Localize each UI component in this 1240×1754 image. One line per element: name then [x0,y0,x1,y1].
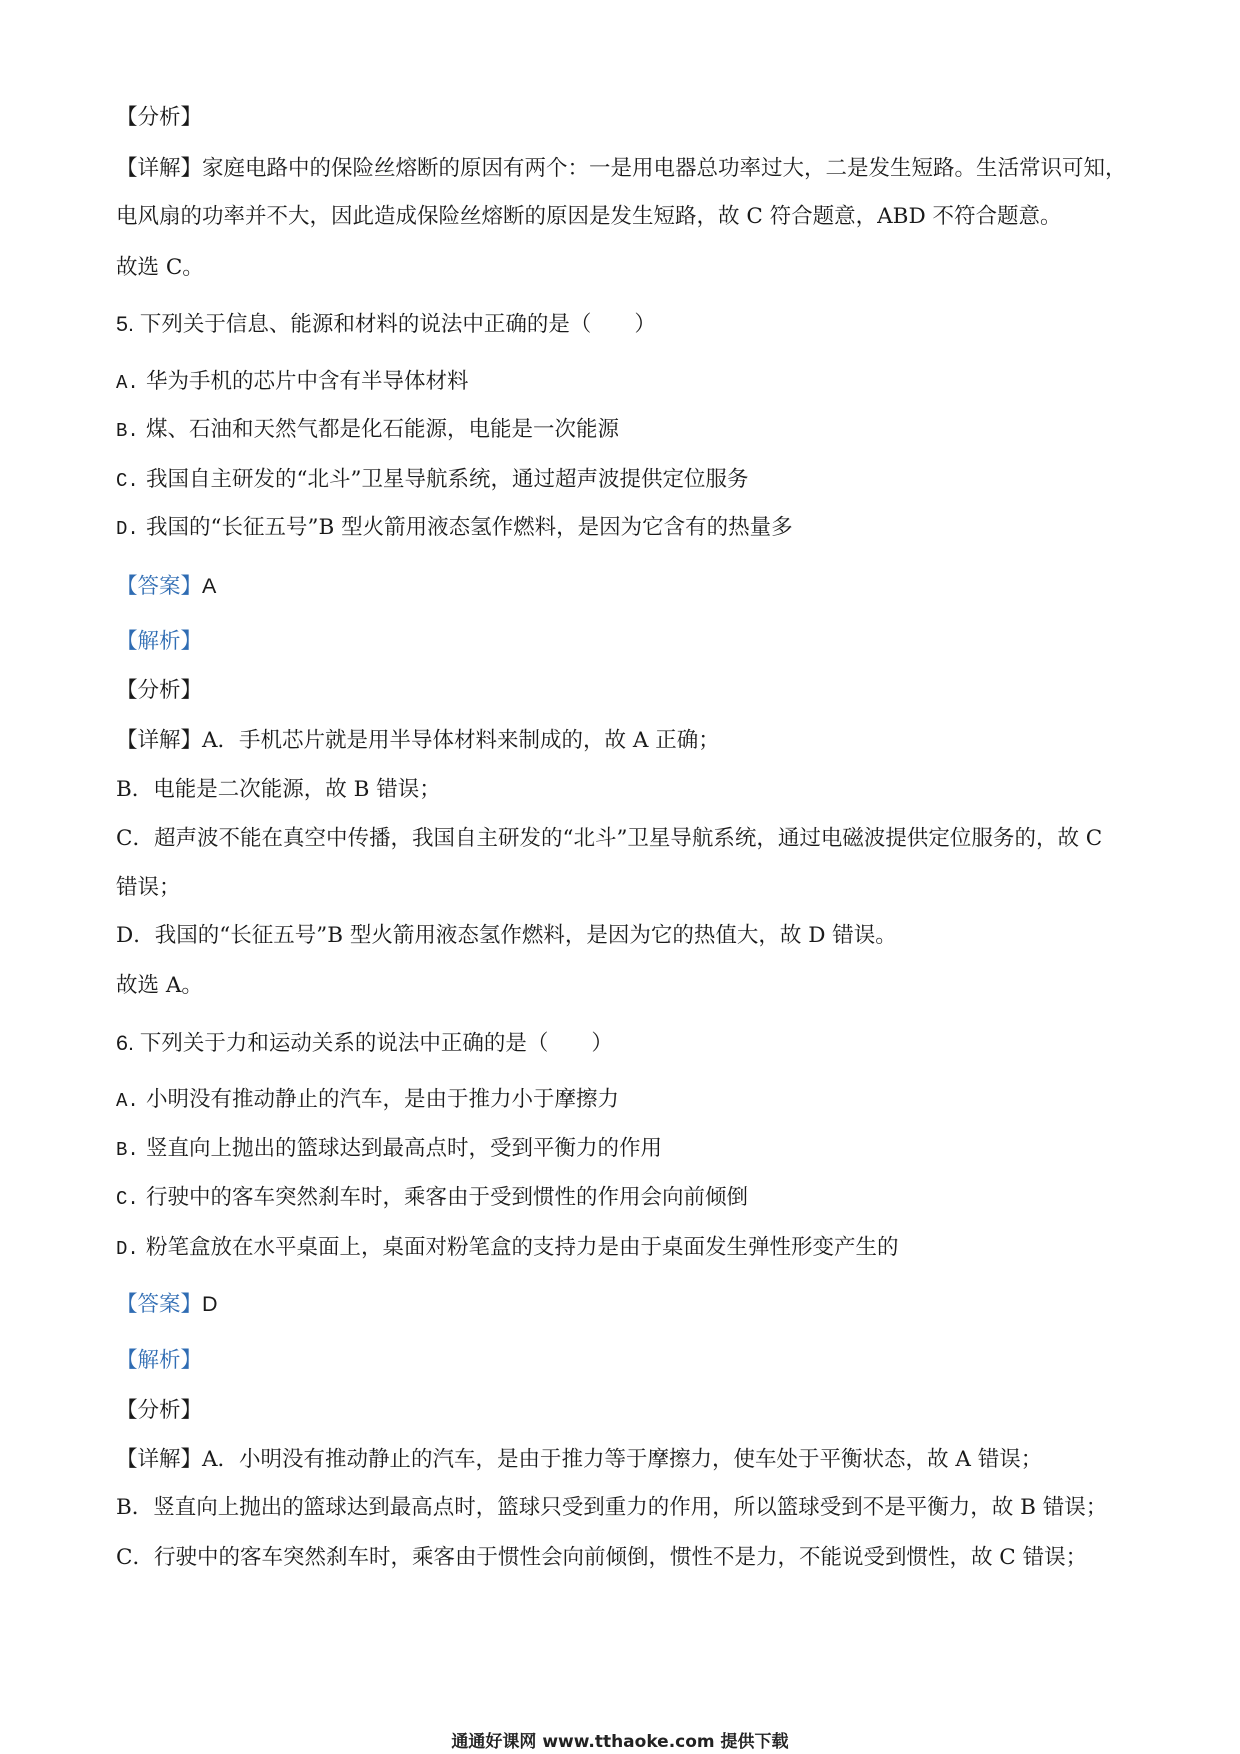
section-label-jiexi: 【解析】 [116,629,203,654]
option-d [116,1233,899,1263]
detail-line: B．电能是二次能源，故 B 错误； [116,777,441,802]
section-label-analysis: 【分析】 [116,105,203,130]
option-b [116,1134,662,1164]
option-text: 华为手机的芯片中含有半导体材料 [146,369,469,394]
option-a [116,1085,619,1115]
question-stem: 5. 下列关于信息、能源和材料的说法中正确的是（ ） [116,312,656,336]
option-letter: B. [116,420,139,442]
option-text: 行驶中的客车突然刹车时，乘客由于受到惯性的作用会向前倾倒 [146,1185,749,1210]
section-label-analysis: 【分析】 [116,1398,203,1423]
detail-line: D．我国的“长征五号”B 型火箭用液态氢作燃料，是因为它的热值大，故 D 错误。 [116,923,897,948]
option-letter: B. [116,1139,139,1161]
answer-value: A [202,574,217,598]
answer-value: D [202,1292,218,1316]
option-d [116,513,793,543]
detail-line: 错误； [116,875,181,900]
option-letter: C. [116,470,139,492]
question-stem: 6. 下列关于力和运动关系的说法中正确的是（ ） [116,1031,613,1055]
option-letter: C. [116,1188,139,1210]
answer-label: 【答案】 [116,574,203,599]
detail-line: B．竖直向上抛出的篮球达到最高点时，篮球只受到重力的作用，所以篮球受到不是平衡力，故 B 错误； [116,1495,1108,1520]
conclusion-line: 故选 A。 [116,973,203,998]
option-text: 小明没有推动静止的汽车，是由于推力小于摩擦力 [146,1087,620,1112]
detail-line: 【详解】A．手机芯片就是用半导体材料来制成的，故 A 正确； [116,728,720,753]
option-a [116,367,469,397]
detail-line: 【详解】家庭电路中的保险丝熔断的原因有两个：一是用电器总功率过大，二是发生短路。生活常识可知， [116,156,1127,181]
detail-line: C．行驶中的客车突然刹车时，乘客由于惯性会向前倾倒，惯性不是力，不能说受到惯性，故 C 错误； [116,1545,1088,1570]
option-text: 竖直向上抛出的篮球达到最高点时，受到平衡力的作用 [146,1136,663,1161]
option-b [116,415,619,445]
page-footer: 通通好课网 www.tthaoke.com 提供下载 [451,1732,789,1752]
detail-line: C．超声波不能在真空中传播，我国自主研发的“北斗”卫星导航系统，通过电磁波提供定位服务的，故 C [116,826,1103,851]
section-label-jiexi: 【解析】 [116,1348,203,1373]
option-text: 我国的“长征五号”B 型火箭用液态氢作燃料，是因为它含有的热量多 [146,515,793,540]
detail-line: 【详解】A．小明没有推动静止的汽车，是由于推力等于摩擦力，使车处于平衡状态，故 A 错误； [116,1447,1043,1472]
answer-line [116,571,216,601]
option-text: 粉笔盒放在水平桌面上，桌面对粉笔盒的支持力是由于桌面发生弹性形变产生的 [146,1235,899,1260]
option-letter: A. [116,372,139,394]
option-letter: A. [116,1090,139,1112]
option-text: 我国自主研发的“北斗”卫星导航系统，通过超声波提供定位服务 [146,467,749,492]
answer-line [116,1289,218,1319]
conclusion-line: 故选 C。 [116,255,204,280]
option-letter: D. [116,518,139,540]
option-c [116,1183,748,1213]
option-text: 煤、石油和天然气都是化石能源，电能是一次能源 [146,417,620,442]
option-letter: D. [116,1238,139,1260]
option-c [116,465,749,495]
section-label-analysis: 【分析】 [116,678,203,703]
detail-line: 电风扇的功率并不大，因此造成保险丝熔断的原因是发生短路，故 C 符合题意，ABD 不符合题意。 [116,204,1062,229]
answer-label: 【答案】 [116,1292,203,1317]
